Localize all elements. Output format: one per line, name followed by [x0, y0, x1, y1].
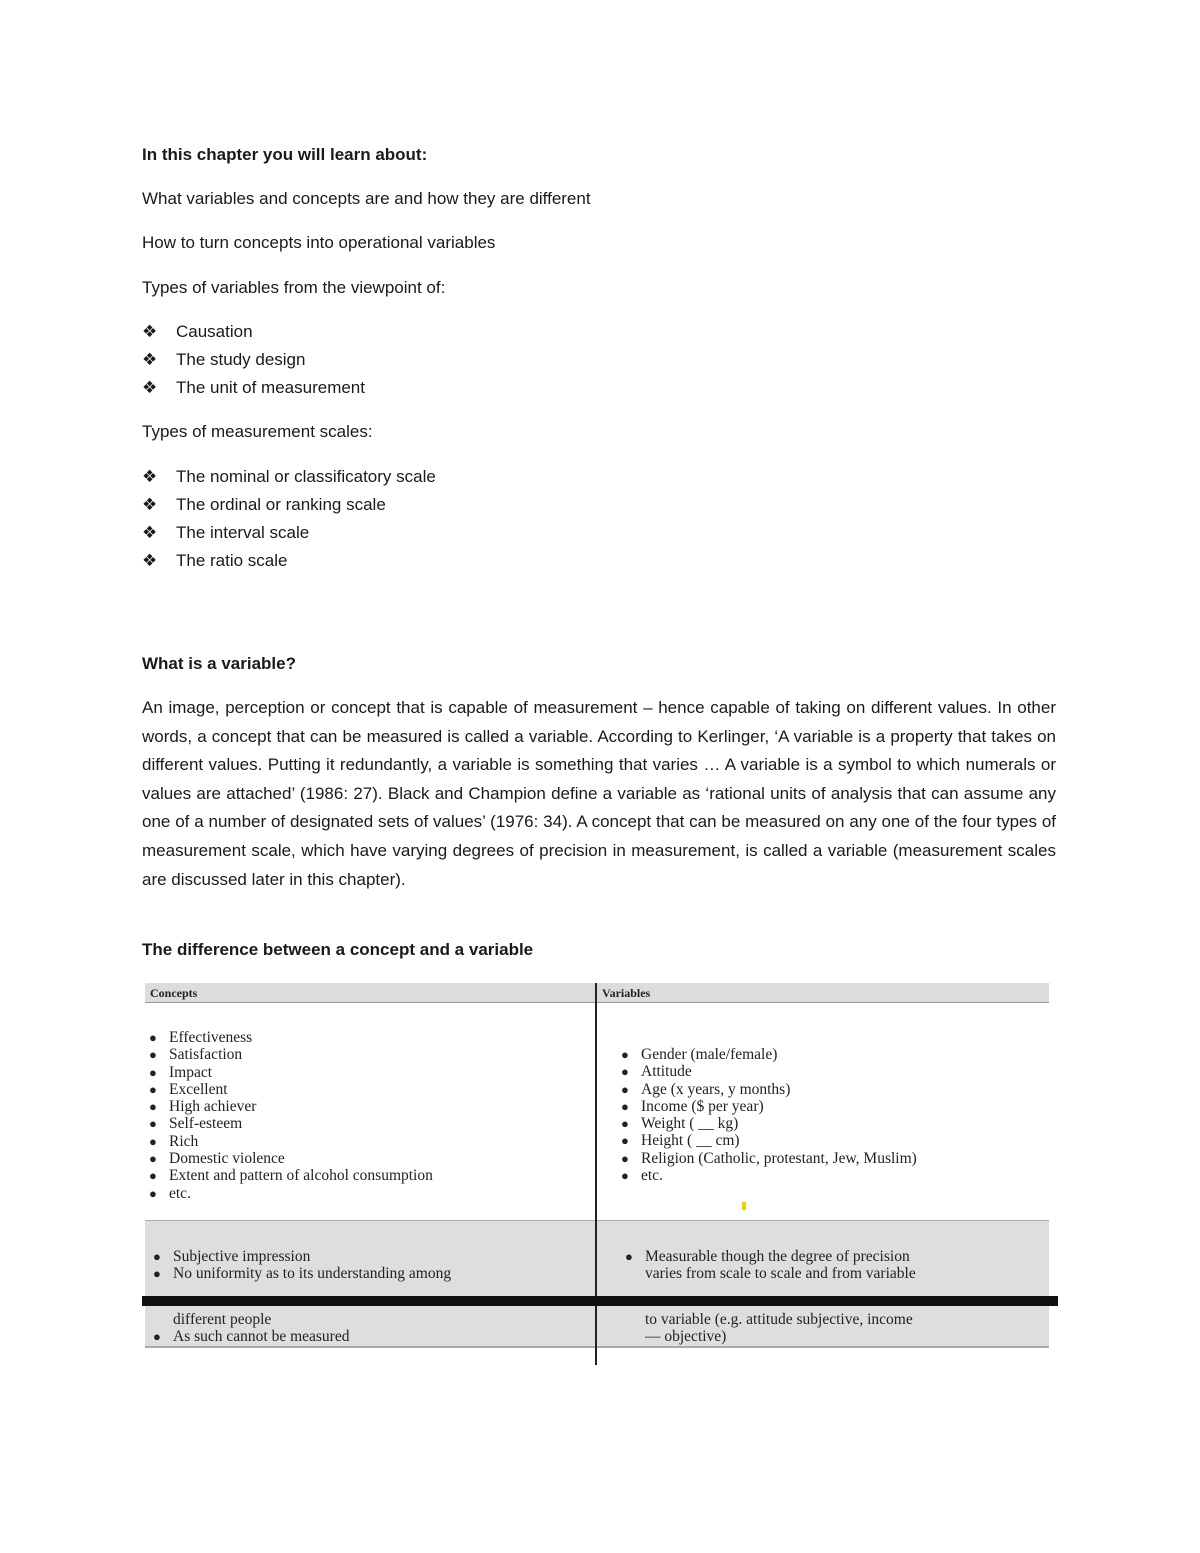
bullet-dot-icon: ● — [621, 1064, 629, 1080]
list-item: ❖ The ordinal or ranking scale — [142, 491, 436, 519]
intro-heading: In this chapter you will learn about: — [142, 145, 428, 164]
bullet-dot-icon: ● — [149, 1047, 157, 1063]
bullet-dot-icon: ● — [153, 1329, 161, 1345]
variables-list — [617, 1046, 917, 1184]
bullet-dot-icon: ● — [153, 1249, 161, 1264]
list-item: to variable (e.g. attitude subjective, income — [645, 1311, 913, 1328]
diamond-bullet-icon: ❖ — [142, 523, 158, 542]
variable-properties-bottom — [621, 1311, 913, 1346]
list-item: ❖ Causation — [142, 318, 365, 346]
bullet-dot-icon: ● — [149, 1030, 157, 1045]
diamond-bullet-icon: ❖ — [142, 350, 158, 369]
bullet-dot-icon: ● — [621, 1133, 629, 1149]
scales-list — [142, 463, 436, 575]
variables-column-header: Variables — [597, 983, 1049, 1003]
variable-heading: What is a variable? — [142, 654, 296, 673]
bullet-dot-icon: ● — [621, 1081, 629, 1097]
list-item: ● Gender (male/female) — [621, 1046, 778, 1063]
bullet-dot-icon: ● — [621, 1168, 629, 1184]
bullet-dot-icon: ● — [621, 1098, 629, 1114]
list-item: ● Age (x years, y months) — [621, 1080, 791, 1098]
difference-heading: The difference between a concept and a variable — [142, 940, 534, 959]
bullet-dot-icon: ● — [621, 1150, 629, 1166]
list-item: ● Domestic violence — [149, 1150, 285, 1168]
list-item: ● Subjective impression — [153, 1248, 311, 1265]
list-item: ❖ The interval scale — [142, 519, 436, 547]
viewpoint-list — [142, 318, 365, 402]
list-item: ● Measurable though the degree of precision — [625, 1248, 910, 1265]
list-item: ● High achiever — [149, 1098, 257, 1116]
concept-properties-bottom — [149, 1311, 349, 1346]
concept-variable-table — [145, 983, 1049, 1365]
diamond-bullet-icon: ❖ — [142, 495, 158, 514]
list-item: ● Rich — [149, 1132, 199, 1150]
list-item: different people — [173, 1311, 272, 1328]
list-item: ● Height ( __ cm) — [621, 1132, 740, 1150]
concepts-list — [145, 1029, 433, 1202]
list-item: ❖ The unit of measurement — [142, 374, 365, 402]
list-item: — objective) — [645, 1328, 727, 1346]
list-item: ● Weight ( __ kg) — [621, 1115, 739, 1133]
intro-line-variables-concepts: What variables and concepts are and how they are different — [142, 189, 591, 208]
list-item: ● Excellent — [149, 1080, 228, 1098]
list-item: ● No uniformity as to its understanding among — [153, 1265, 452, 1283]
diamond-bullet-icon: ❖ — [142, 322, 158, 341]
list-item: ● Religion (Catholic, protestant, Jew, Muslim) — [621, 1149, 917, 1167]
list-item: ● etc. — [149, 1184, 191, 1202]
list-item: varies from scale to scale and from variable — [645, 1265, 916, 1283]
bullet-dot-icon: ● — [621, 1116, 629, 1132]
diamond-bullet-icon: ❖ — [142, 467, 158, 486]
list-item: ❖ The study design — [142, 346, 365, 374]
list-item: ● As such cannot be measured — [153, 1328, 350, 1346]
bullet-dot-icon: ● — [149, 1116, 157, 1132]
bullet-dot-icon: ● — [149, 1133, 157, 1149]
bullet-dot-icon: ● — [149, 1168, 157, 1184]
list-item: ● Self-esteem — [149, 1115, 243, 1133]
highlight-mark — [742, 1202, 746, 1210]
list-item: ❖ The ratio scale — [142, 547, 436, 575]
page-break-bar — [142, 1296, 1058, 1306]
diamond-bullet-icon: ❖ — [142, 378, 158, 397]
bullet-dot-icon: ● — [149, 1081, 157, 1097]
scales-label: Types of measurement scales: — [142, 422, 373, 441]
list-item: ● Attitude — [621, 1063, 692, 1081]
list-item: ● Impact — [149, 1063, 213, 1081]
diamond-bullet-icon: ❖ — [142, 551, 158, 570]
bullet-dot-icon: ● — [149, 1064, 157, 1080]
variable-definition-paragraph: An image, perception or concept that is capable of measurement – hence capable of taking on different values. In other words, a concept that can be measured is called a variable. According to Kerlinger, ‘A variable is a property that takes on different values. Putting it redundantly, a variable is something that varies … A variable is a symbol to which numerals or values are attached’ (1986: 27). Black and Champion define a variable as ‘rational units of analysis that can assume any one of a number of designated sets of values’ (1976: 34). A concept that can be measured on any one of the four types of measurement scale, which have varying degrees of precision in measurement, is called a variable (measurement scales are discussed later in this chapter). — [142, 698, 1056, 889]
list-item: ● Effectiveness — [149, 1029, 253, 1046]
bullet-dot-icon: ● — [153, 1266, 161, 1282]
column-divider — [595, 983, 597, 1365]
concept-properties-top — [149, 1248, 451, 1283]
list-item: ● Extent and pattern of alcohol consumption — [149, 1167, 433, 1185]
list-item: ❖ The nominal or classificatory scale — [142, 463, 436, 491]
bullet-dot-icon: ● — [149, 1099, 157, 1115]
list-item: ● Satisfaction — [149, 1046, 243, 1064]
variable-properties-top — [621, 1248, 916, 1283]
bullet-dot-icon: ● — [621, 1047, 629, 1062]
intro-line-types-variables: Types of variables from the viewpoint of: — [142, 278, 446, 297]
concepts-column-header: Concepts — [145, 983, 595, 1003]
list-item: ● Income ($ per year) — [621, 1097, 764, 1115]
bullet-dot-icon: ● — [149, 1151, 157, 1167]
bullet-dot-icon: ● — [149, 1185, 157, 1201]
bullet-dot-icon: ● — [625, 1249, 633, 1264]
list-item: ● etc. — [621, 1167, 663, 1185]
intro-line-operational: How to turn concepts into operational variables — [142, 233, 496, 252]
